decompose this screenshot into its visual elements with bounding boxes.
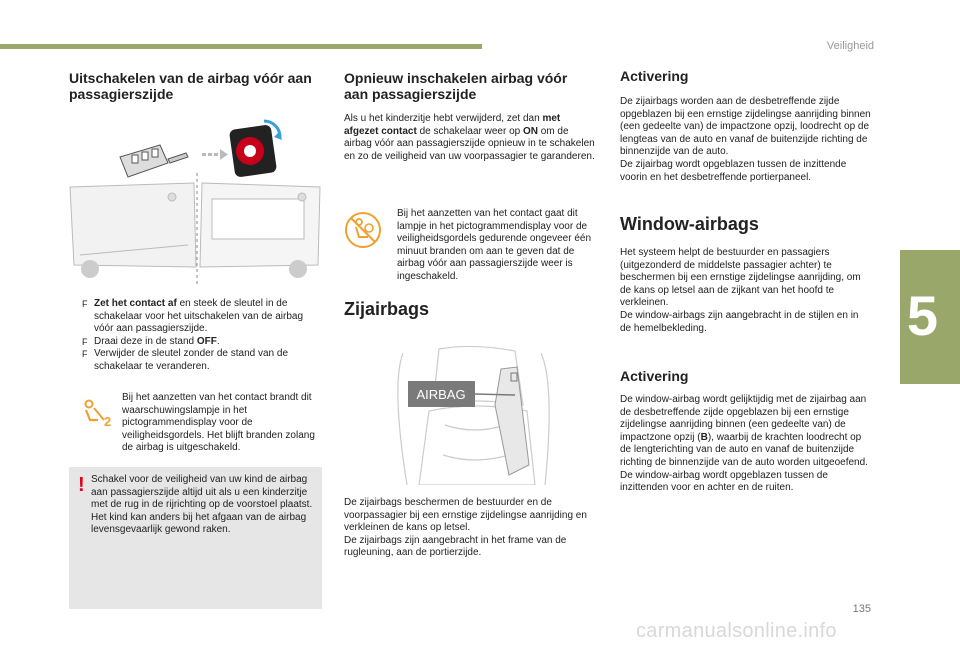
airbag-label: AIRBAG [416,387,466,402]
col3-heading-3 [620,368,870,384]
col1-title: Uitschakelen van de airbag vóór aan passagierszijde [69,70,312,102]
col2-side-heading [344,299,594,319]
airbag-on-indicator-icon [344,211,382,249]
col3-heading-1 [620,68,870,84]
side-airbags-title: Zijairbags [344,299,430,319]
airbag-off-note: Bij het aanzetten van het contact brandt dit waarschuwingslampje in het pictogrammendisplay voor de veiligheidsgordels. Het blijft branden zolang de airbag is uitgeschakeld. [122,392,315,454]
activering-title-2: Activering [620,368,689,384]
col3-heading-2 [620,214,870,234]
step-2: F Draai deze in de stand OFF. [82,335,220,347]
dashboard-outline [70,183,320,267]
col1-steps [82,298,322,374]
svg-text:2: 2 [104,414,112,428]
col2-heading [344,70,594,102]
watermark: carmanualsonline.info [636,620,837,642]
section-title: Veiligheid [826,40,874,52]
step-3: F Verwijder de sleutel zonder de stand van de schakelaar te veranderen. [82,348,289,372]
col2-title: Opnieuw inschakelen airbag vóór aan passagierszijde [344,70,568,102]
window-airbags-title: Window-airbags [620,214,759,234]
page-number: 135 [852,603,871,615]
header-accent-bar [0,44,482,49]
warning-text: Schakel voor de veiligheid van uw kind de airbag aan passagierszijde altijd uit als u een kinderzitje met de rug in de rijrichting op de voorstoel plaatst. Het kind kan anders bij het afgaan van de airbag levensgevaarlijk gewond raken. [91,474,313,536]
col2-note [397,208,593,284]
chapter-number: 5 [906,284,938,347]
airbag-on-note: Bij het aanzetten van het contact gaat dit lampje in het pictogrammendisplay voor de veiligheidsgordels gedurende ongeveer één minuut branden om aan te geven dat de airbag vóór aan passagierszijde weer is ingeschakeld. [397,208,592,282]
col1-note [122,392,318,455]
airbag-switch-illustration [68,115,324,285]
col1-heading [69,70,324,102]
col2-side-text: De zijairbags beschermen de bestuurder en de voorpassagier bij een ernstige zijdelingse aanrijding en verkleinen de kans op letsel. De zijairbags zijn aangebracht in het frame van de rugleuning, aan de portierzijde. [344,497,587,559]
col3-act2-text: De window-airbag wordt gelijktijdig met de zijairbag aan de desbetreffende zijde opgeblazen bij een ernstige zijdelingse aanrijding binnen (een gedeelte van) de impactzone opzij (B), waarbij de krachten loodrecht op de lengterichting van de auto en vanaf de buitenzijde richting de binnenzijde van de auto worden uitgeoefend. De window-airbag wordt opgeblazen tussen de inzittenden voor en achter en de ruiten. [620,394,868,494]
airbag-switch-icon [229,121,282,178]
step-1: F Zet het contact af en steek de sleutel in de schakelaar voor het uitschakelen van de airbag vóór aan passagierszijde. [82,298,304,335]
warning-exclamation-icon: ! [78,474,85,496]
col3-act1-text: De zijairbags worden aan de desbetreffende zijde opgeblazen bij een ernstige zijdelingse aanrijding binnen (een gedeelte van) de impactzone opzij, loodrecht op de lengteas van de auto en vanaf de buitenzijde richting de binnenzijde van de auto. De zijairbag wordt opgeblazen tussen de inzittende voorin en het desbetreffende portierpaneel. [620,96,871,183]
arrow-right-icon [202,149,228,160]
airbag-off-warning-icon [80,398,114,428]
side-airbag-seat-illustration [345,345,595,485]
col3-window-text: Het systeem helpt de bestuurder en passagiers (uitgezonderd de middelste passagier achter) te beschermen bij een ernstige zijdelingse aanrijding, om de kans op letsel aan de zijkant van het hoofd te verkleinen. De window-airbags zijn aangebracht in de stijlen en in de hemelbekleding. [620,247,861,334]
col2-intro: Als u het kinderzitje hebt verwijderd, zet dan met afgezet contact de schakelaar weer op ON om de airbag vóór aan passagierszijde opnieuw in te schakelen en zo de veiligheid van uw voorpassagier te garanderen. [344,113,595,162]
activering-title-1: Activering [620,68,689,84]
key-icon [120,145,188,177]
